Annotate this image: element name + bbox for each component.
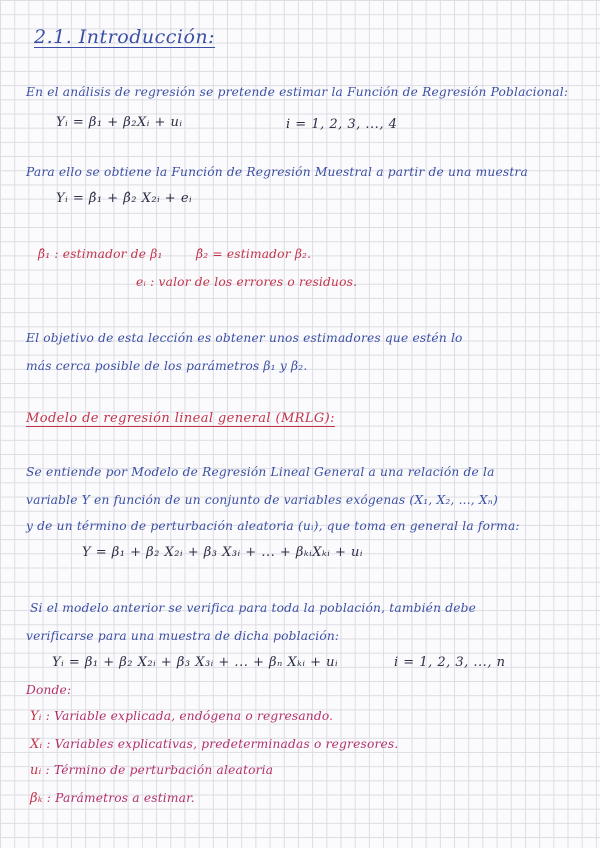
def-beta2: β̂₂ = estimador β₂. [196,247,312,261]
equation-general: Y = β₁ + β₂ X₂ᵢ + β₃ X₃ᵢ + ... + βₖᵢXₖᵢ + uᵢ [82,545,364,560]
intro-line-2: Para ello se obtiene la Función de Regresión Muestral a partir de una muestra [26,165,528,179]
legend-text: : Variables explicativas, predeterminadas o regresores. [46,737,399,751]
legend-text: : Parámetros a estimar. [46,791,195,805]
section-title: Modelo de regresión lineal general (MRLG): [26,411,335,426]
legend-symbol: uᵢ [30,763,42,778]
objective-line-2: más cerca posible de los parámetros β₁ y β₂. [26,359,308,373]
legend-row-u [30,764,273,777]
mrlg-line-1: Se entiende por Modelo de Regresión Lineal General a una relación de la [26,465,495,479]
equation-prf-index: i = 1, 2, 3, ..., 4 [286,117,398,132]
legend-row-y [30,710,333,723]
legend-symbol: Yᵢ [30,709,42,724]
def-residuals: eᵢ : valor de los errores o residuos. [136,275,358,289]
legend-text: : Variable explicada, endógena o regresando. [45,709,334,723]
objective-line-1: El objetivo de esta lección es obtener unos estimadores que estén lo [26,331,463,345]
donde-label: Donde: [26,683,72,697]
page-title: 2.1. Introducción: [34,26,216,48]
sample-line-1: Si el modelo anterior se verifica para toda la población, también debe [30,601,477,615]
equation-sample-index: i = 1, 2, 3, ..., n [394,655,506,670]
sample-line-2: verificarse para una muestra de dicha población: [26,629,340,643]
equation-prf: Yᵢ = β₁ + β₂Xᵢ + uᵢ [56,115,183,130]
equation-srf: Yᵢ = β̂₁ + β̂₂ X₂ᵢ + eᵢ [56,191,193,206]
legend-text: : Término de perturbación aleatoria [45,763,274,777]
mrlg-line-2: variable Y en función de un conjunto de variables exógenas (X₁, X₂, ..., Xₙ) [26,493,498,507]
legend-symbol: Xᵢ [30,737,43,752]
equation-sample: Yᵢ = β₁ + β₂ X₂ᵢ + β₃ X₃ᵢ + ... + βₙ Xₖᵢ + uᵢ [52,655,339,670]
legend-symbol: βₖ [30,791,43,806]
legend-row-x [30,738,398,751]
def-beta1: β̂₁ : estimador de β₁ [38,247,163,261]
mrlg-line-3: y de un término de perturbación aleatoria (uᵢ), que toma en general la forma: [26,519,520,533]
intro-line-1: En el análisis de regresión se pretende estimar la Función de Regresión Poblacional: [26,85,569,99]
legend-row-beta [30,792,195,805]
